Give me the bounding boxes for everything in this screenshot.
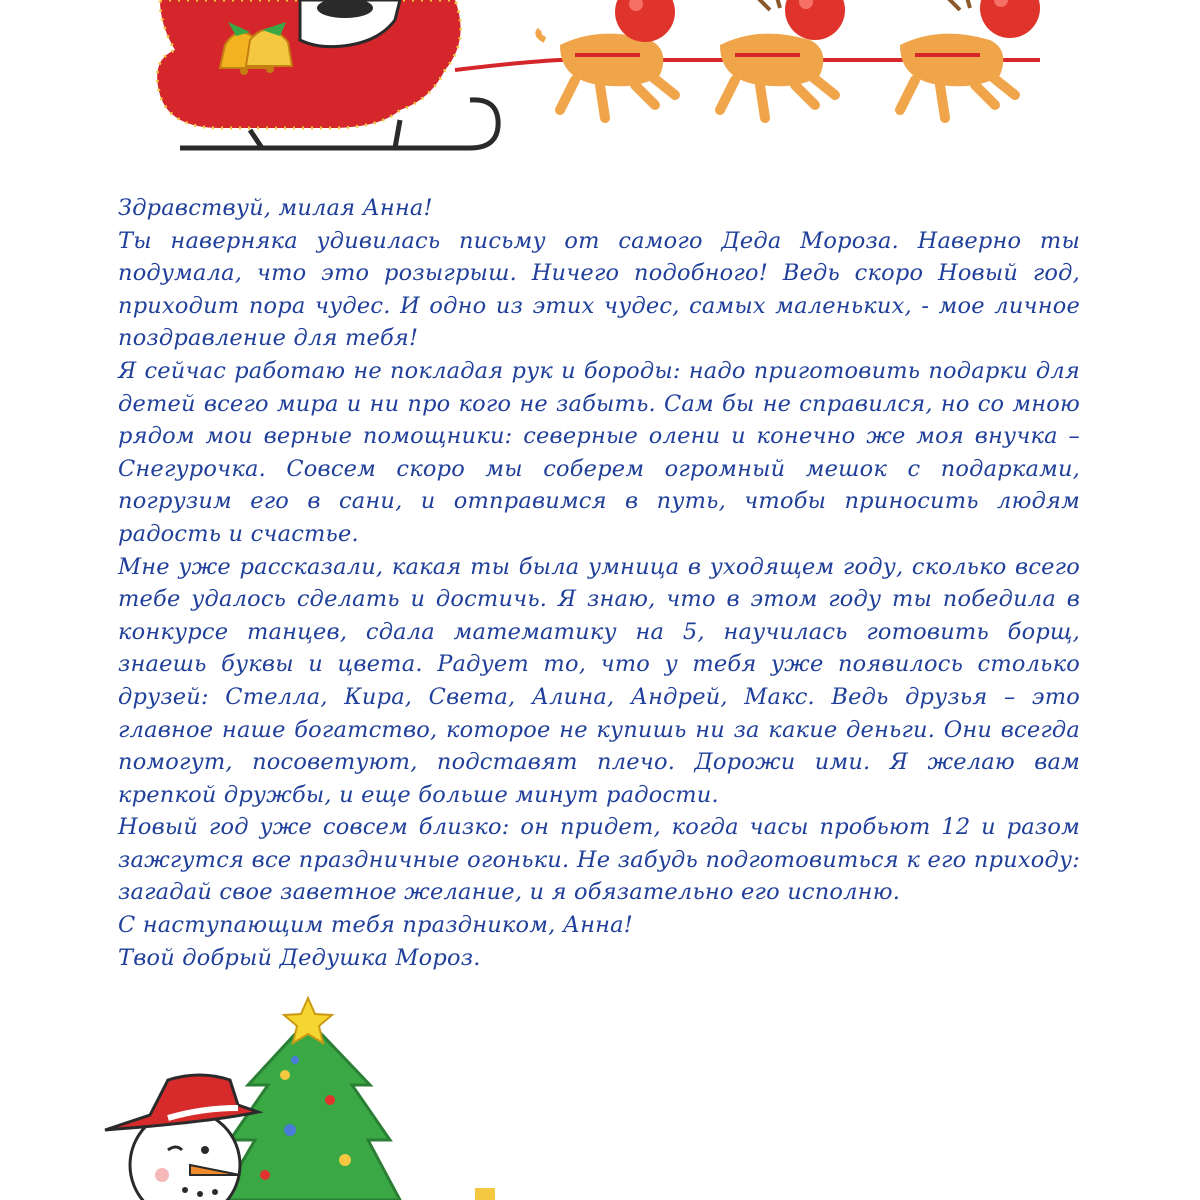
snowman-and-tree-illustration xyxy=(90,990,510,1200)
letter-signature: Твой добрый Дедушка Мороз. xyxy=(118,944,481,971)
letter-body xyxy=(118,192,1080,974)
letter-paragraph: Ты наверняка удивилась письму от самого Деда Мороза. Наверно ты подумала, что это розыгрыш. Ничего подобного! Ведь скоро Новый год, приходит пора чудес. И одно из этих чудес, самых маленьких, - мое личное поздравление для тебя! xyxy=(118,227,1080,352)
letter-paragraph: Мне уже рассказали, какая ты была умница в уходящем году, сколько всего тебе удалось сделать и достичь. Я знаю, что в этом году ты победила в конкурсе танцев, сдала математику на 5, научилась готовить борщ, знаешь буквы и цвета. Радует то, что у тебя уже появилось столько друзей: Стелла, Кира, Света, Алина, Андрей, Макс. Ведь друзья – это главное наше богатство, которое не купишь ни за какие деньги. Они всегда помогут, посоветуют, подставят плечо. Дорожи ими. Я желаю вам крепкой дружбы, и еще больше минут радости. xyxy=(118,553,1080,808)
letter-greeting: Здравствуй, милая Анна! xyxy=(118,195,433,221)
letter-closing-wish: С наступающим тебя праздником, Анна! xyxy=(118,912,633,939)
letter-paragraph: Новый год уже совсем близко: он придет, когда часы пробьют 12 и разом зажгутся все праздничные огоньки. Не забудь подготовиться к его приходу: загадай свое заветное желание, и я обязательно его исполню. xyxy=(118,814,1080,906)
santa-sleigh-illustration xyxy=(0,0,1200,170)
letter-paragraph: Я сейчас работаю не покладая рук и бороды: надо приготовить подарки для детей всего мира и ни про кого не забыть. Сам бы не справился, но со мною рядом мои верные помощники: северные олени и конечно же моя внучка – Снегурочка. Совсем скоро мы соберем огромный мешок с подарками, погрузим его в сани, и отправимся в путь, чтобы приносить людям радость и счастье. xyxy=(118,357,1080,547)
sleigh-body xyxy=(157,0,460,128)
